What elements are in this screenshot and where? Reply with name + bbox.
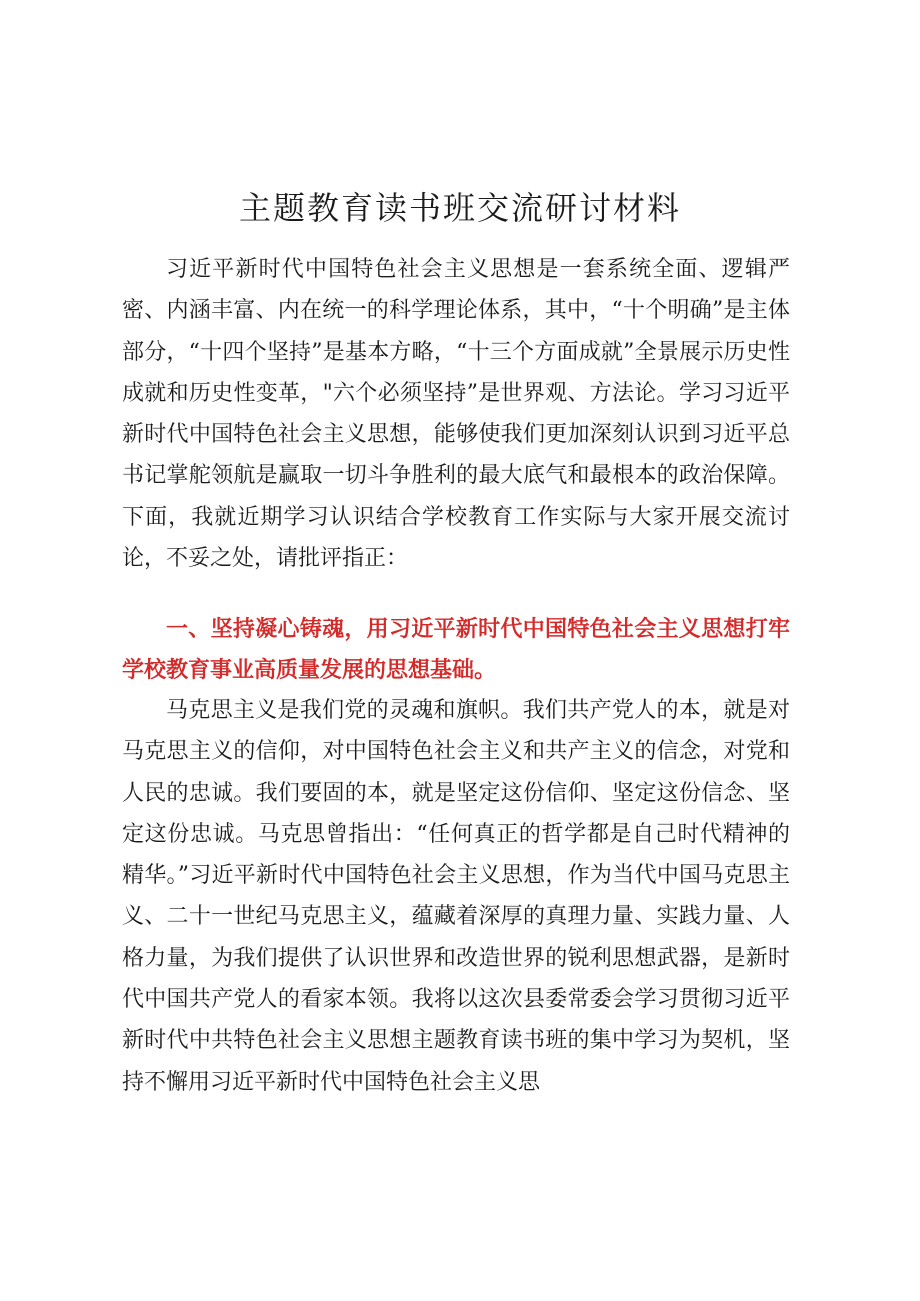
intro-paragraph: 习近平新时代中国特色社会主义思想是一套系统全面、逻辑严密、内涵丰富、内在统一的科学理论体系，其中，“十个明确”是主体部分，“十四个坚持”是基本方略，“十三个方面成就”全景展示历史性成就和历史性变革，"六个必须坚持”是世界观、方法论。学习习近平新时代中国特色社会主义思想，能够使我们更加深刻认识到习近平总书记掌舵领航是赢取一切斗争胜利的最大底气和最根本的政治保障。下面，我就近期学习认识结合学校教育工作实际与大家开展交流讨论，不妥之处，请批评指正： xyxy=(122,257,790,572)
document-title: 主题教育读书班交流研讨材料 xyxy=(238,189,681,227)
section-1-paragraph: 马克思主义是我们党的灵魂和旗帜。我们共产党人的本，就是对马克思主义的信仰，对中国特色社会主义和共产主义的信念，对党和人民的忠诚。我们要固的本，就是坚定这份信仰、坚定这份信念、坚定这份忠诚。马克思曾指出：“任何真正的哲学都是自己时代精神的精华。”习近平新时代中国特色社会主义思想，作为当代中国马克思主义、二十一世纪马克思主义，蕴藏着深厚的真理力量、实践力量、人格力量，为我们提供了认识世界和改造世界的锐利思想武器，是新时代中国共产党人的看家本领。我将以这次县委常委会学习贯彻习近平新时代中共特色社会主义思想主题教育读书班的集中学习为契机，坚持不懈用习近平新时代中国特色社会主义思 xyxy=(122,698,790,1095)
section-heading-1: 一、坚持凝心铸魂，用习近平新时代中国特色社会主义思想打牢学校教育事业高质量发展的思想基础。 xyxy=(122,617,790,684)
